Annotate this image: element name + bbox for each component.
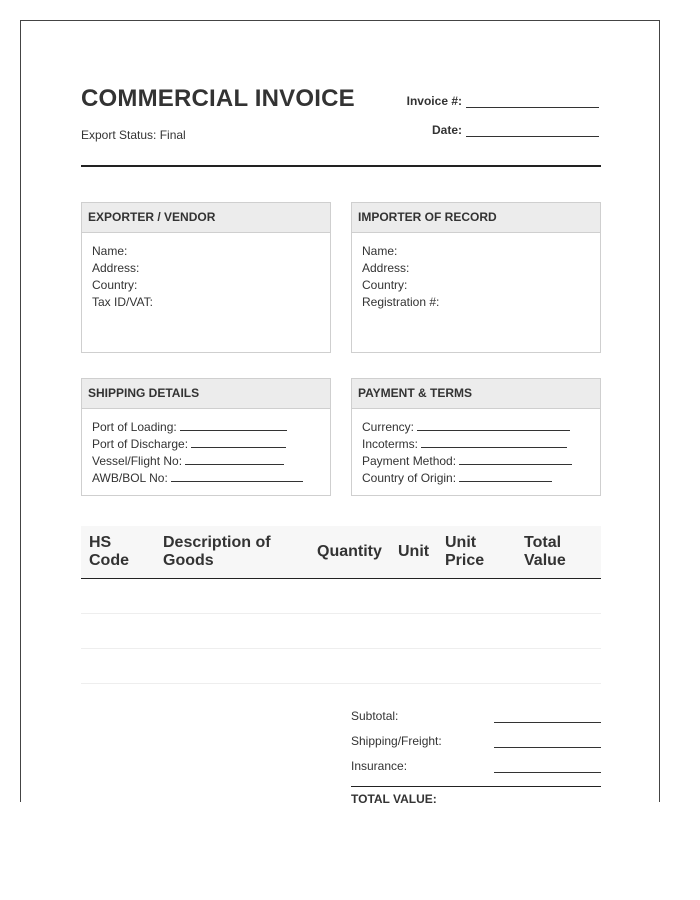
exporter-box (81, 202, 331, 353)
incoterms-field[interactable] (362, 436, 590, 453)
exporter-country-field[interactable]: Country: (92, 278, 138, 292)
date-label: Date: (431, 123, 462, 137)
currency-field[interactable] (362, 419, 590, 436)
column-header-quantity: Quantity (317, 543, 382, 560)
port-of-discharge-blank[interactable] (191, 436, 286, 448)
insurance-blank[interactable] (494, 769, 601, 773)
country-of-origin-blank[interactable] (459, 470, 552, 482)
exporter-address-field[interactable]: Address: (92, 261, 140, 275)
column-header-unit: Unit (398, 543, 430, 560)
importer-name-field[interactable]: Name: (362, 244, 398, 258)
awb-bol-blank[interactable] (171, 470, 303, 482)
column-header-unit-price: Unit Price (445, 534, 485, 569)
payment-method-field[interactable] (362, 453, 590, 470)
importer-heading: IMPORTER OF RECORD (352, 203, 600, 233)
line-items-table (81, 526, 601, 684)
incoterms-label: Incoterms: (362, 437, 419, 451)
payment-method-label: Payment Method: (362, 454, 457, 468)
insurance-label: Insurance: (351, 759, 408, 773)
port-of-loading-label: Port of Loading: (92, 420, 177, 434)
header-divider (81, 165, 601, 167)
column-header-total-value: Total Value (524, 534, 566, 569)
invoice-number-label: Invoice #: (406, 94, 462, 108)
invoice-number-blank[interactable] (466, 95, 599, 108)
date-field[interactable] (432, 123, 599, 137)
shipping-heading: SHIPPING DETAILS (82, 379, 330, 409)
date-blank[interactable] (466, 124, 599, 137)
payment-box (351, 378, 601, 496)
port-of-loading-field[interactable] (92, 419, 320, 436)
vessel-flight-field[interactable] (92, 453, 320, 470)
importer-country-field[interactable]: Country: (362, 278, 408, 292)
port-of-discharge-label: Port of Discharge: (92, 437, 189, 451)
incoterms-blank[interactable] (421, 436, 567, 448)
invoice-number-field[interactable] (407, 94, 599, 108)
importer-registration-field[interactable]: Registration #: (362, 295, 440, 309)
table-row[interactable] (81, 649, 601, 684)
shipping-freight-blank[interactable] (494, 744, 601, 748)
invoice-page (20, 20, 660, 806)
currency-label: Currency: (362, 420, 415, 434)
awb-bol-label: AWB/BOL No: (92, 471, 168, 485)
vessel-flight-label: Vessel/Flight No: (92, 454, 183, 468)
page-title: COMMERCIAL INVOICE (81, 85, 355, 112)
shipping-freight-row (351, 734, 601, 759)
subtotal-label: Subtotal: (351, 709, 399, 723)
table-header-row (81, 526, 601, 579)
shipping-box (81, 378, 331, 496)
column-header-description: Description of Goods (163, 534, 271, 569)
column-header-hs-code: HS Code (89, 534, 129, 569)
total-value-label: TOTAL VALUE: (351, 792, 437, 806)
table-row[interactable] (81, 579, 601, 614)
export-status: Export Status: Final (81, 128, 186, 142)
exporter-heading: EXPORTER / VENDOR (82, 203, 330, 233)
table-row[interactable] (81, 614, 601, 649)
port-of-discharge-field[interactable] (92, 436, 320, 453)
importer-address-field[interactable]: Address: (362, 261, 410, 275)
payment-method-blank[interactable] (459, 453, 572, 465)
shipping-freight-label: Shipping/Freight: (351, 734, 442, 748)
exporter-taxid-field[interactable]: Tax ID/VAT: (92, 295, 153, 309)
country-of-origin-field[interactable] (362, 470, 590, 487)
country-of-origin-label: Country of Origin: (362, 471, 457, 485)
exporter-name-field[interactable]: Name: (92, 244, 128, 258)
awb-bol-field[interactable] (92, 470, 320, 487)
payment-heading: PAYMENT & TERMS (352, 379, 600, 409)
subtotal-row (351, 709, 601, 734)
importer-box (351, 202, 601, 353)
insurance-row (351, 759, 601, 784)
port-of-loading-blank[interactable] (180, 419, 287, 431)
totals-section (351, 709, 601, 806)
subtotal-blank[interactable] (494, 719, 601, 723)
currency-blank[interactable] (417, 419, 570, 431)
vessel-flight-blank[interactable] (185, 453, 284, 465)
